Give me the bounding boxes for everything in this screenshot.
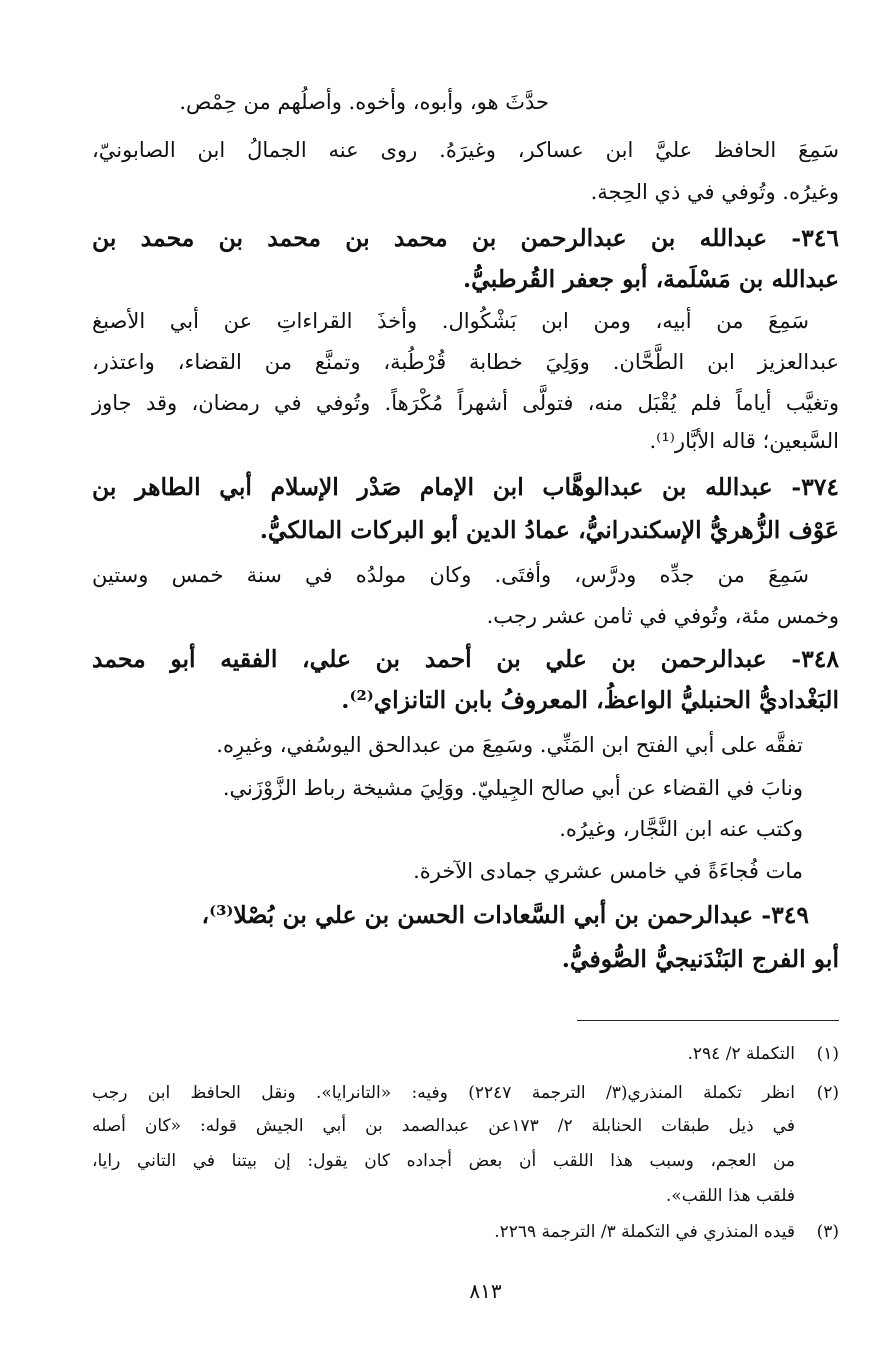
body-line: عبدالعزيز ابن الطَّحَّان. ووَلِيَ خطابة قُرْطُبة، وتمنَّع من القضاء، واعتذر،: [92, 350, 839, 374]
body-line: وكتب عنه ابن النَّجَّار، وغيرُه.: [559, 817, 803, 841]
footnote-number: (٣): [816, 1222, 839, 1242]
entry-heading-346: ٣٤٦- عبدالله بن عبدالرحمن بن محمد بن محمد بن محمد بن: [92, 224, 839, 252]
book-page: [92, 0, 839, 1369]
entry-heading-349: ٣٤٩- عبدالرحمن بن أبي السَّعادات الحسن بن علي بن بُصْلا⁽³⁾،: [201, 901, 809, 929]
entry-heading-349-cont: أبو الفرج البَنْدَنيجيُّ الصُّوفيُّ.: [561, 945, 839, 973]
body-line: السَّبعين؛ قاله الأبَّار⁽¹⁾.: [649, 429, 839, 453]
footnote-number: (٢): [816, 1083, 839, 1103]
footnote-text: من العجم، وسبب هذا اللقب أن بعض أجداده كان يقول: إن بيتنا في التاني رايا،: [92, 1151, 795, 1171]
footnote-1: [92, 1040, 839, 1069]
entry-heading-346-cont: عبدالله بن مَسْلَمة، أبو جعفر القُرطبيُّ.: [463, 265, 839, 293]
body-line: سَمِعَ الحافظ عليَّ ابن عساكر، وغيرَهُ. روى عنه الجمالُ ابن الصابونيّ،: [92, 138, 839, 162]
body-line: تفقَّه على أبي الفتح ابن المَنِّي. وسَمِعَ من عبدالحق اليوسُفي، وغيرِه.: [216, 733, 803, 757]
footnote-3: [92, 1218, 839, 1247]
body-line: مات فُجاءَةً في خامس عشري جمادى الآخرة.: [413, 859, 803, 883]
entry-heading-348: ٣٤٨- عبدالرحمن بن علي بن أحمد بن علي، الفقيه أبو محمد: [92, 645, 839, 673]
footnote-text: فلقب هذا اللقب».: [665, 1186, 795, 1206]
footnote-text: قيده المنذري في التكملة ٣/ الترجمة ٢٢٦٩.: [494, 1222, 795, 1242]
body-line: سَمِعَ من أبيه، ومن ابن بَشْكُوال. وأخذَ القراءاتِ عن أبي الأصبغ: [92, 309, 809, 333]
footnote-2: [92, 1079, 839, 1108]
footnote-text: في ذيل طبقات الحنابلة ٢/ ١٧٣عن عبدالصمد بن أبي الجيش قوله: «كان أصله: [92, 1116, 795, 1136]
footnote-divider: [577, 1020, 839, 1021]
footnote-text: التكملة ٢/ ٢٩٤.: [687, 1044, 795, 1064]
body-line: ونابَ في القضاء عن أبي صالح الجِيليّ. ووَلِيَ مشيخة رباط الزَّوْزَني.: [222, 776, 803, 800]
footnote-text: انظر تكملة المنذري(٣/ الترجمة ٢٢٤٧) وفيه: «التانرايا». ونقل الحافظ ابن رجب: [92, 1083, 795, 1103]
entry-heading-374-cont: عَوْف الزُّهريُّ الإسكندرانيُّ، عمادُ الدين أبو البركات المالكيُّ.: [259, 516, 839, 544]
body-line: حدَّثَ هو، وأبوه، وأخوه. وأصلُهم من حِمْص.: [179, 90, 549, 114]
footnote-number: (١): [816, 1044, 839, 1064]
body-line: سَمِعَ من جدِّه ودرَّس، وأفتَى. وكان مولدُه في سنة خمس وستين: [92, 563, 809, 587]
entry-heading-374: ٣٧٤- عبدالله بن عبدالوهَّاب ابن الإمام صَدْر الإسلام أبي الطاهر بن: [92, 473, 839, 501]
body-line: وتغيَّب أياماً فلم يُقْبَل منه، فتولَّى أشهراً مُكْرَهاً. وتُوفي في رمضان، وقد جاوز: [92, 391, 839, 415]
entry-heading-348-cont: البَغْداديُّ الحنبليُّ الواعظُ، المعروفُ بابن التانزاي⁽²⁾.: [341, 686, 839, 714]
body-line: وخمس مئة، وتُوفي في ثامن عشر رجب.: [486, 604, 839, 628]
body-line: وغيرُه. وتُوفي في ذي الحِجة.: [590, 180, 839, 204]
page-number: ٨١٣: [469, 1279, 502, 1303]
